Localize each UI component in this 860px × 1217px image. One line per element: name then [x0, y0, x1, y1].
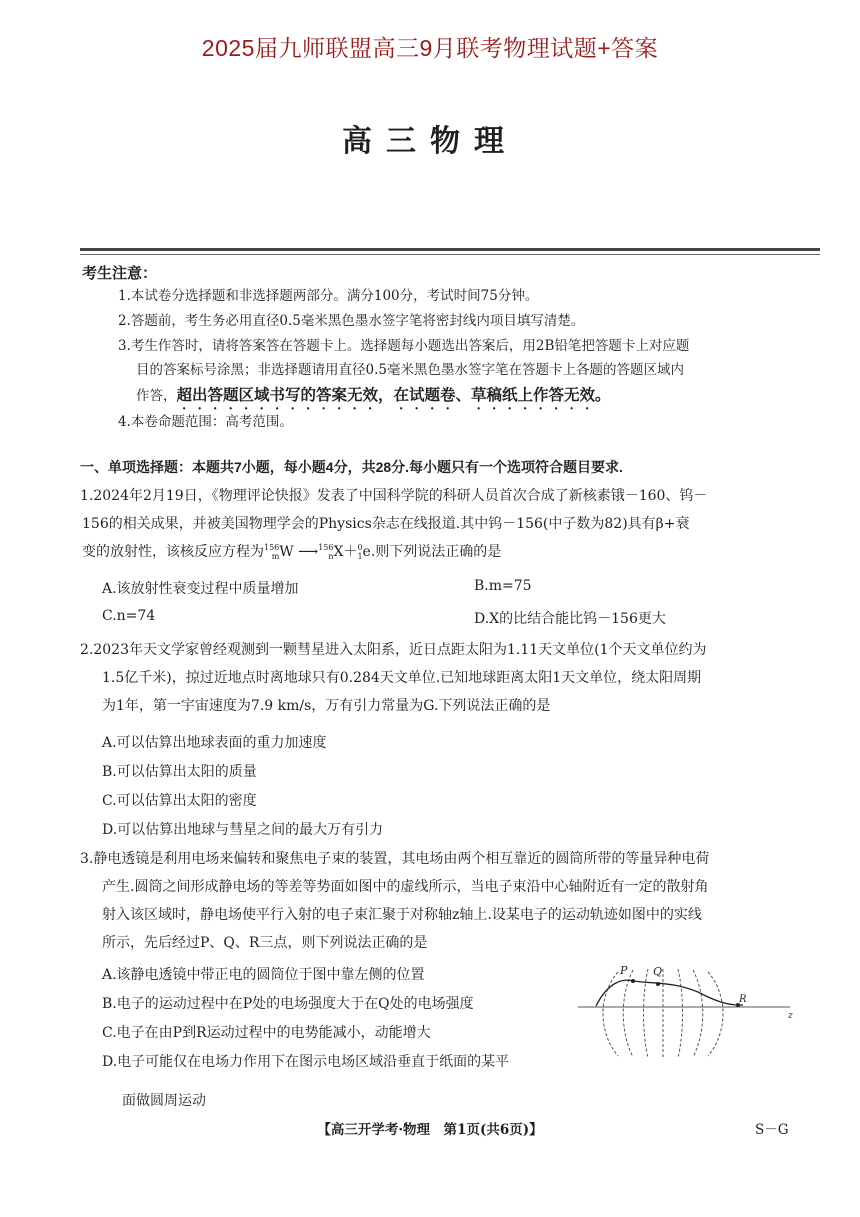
- q2-option-c: C.可以估算出太阳的密度: [102, 793, 257, 809]
- q3-option-a: A.该静电透镜中带正电的圆筒位于图中靠左侧的位置: [102, 967, 425, 983]
- q3-option-c: C.电子在由P到R运动过程中的电势能减小，动能增大: [102, 1025, 431, 1041]
- q3-line2: 产生.圆筒之间形成静电场的等差等势面如图中的虚线所示，当电子束沿中心轴附近有一定的散射角: [102, 879, 709, 895]
- notice-heading: 考生注意：: [82, 265, 158, 282]
- q1-option-a: A.该放射性衰变过程中质量增加: [102, 581, 299, 597]
- q3-option-b: B.电子的运动过程中在P处的电场强度大于在Q处的电场强度: [102, 996, 474, 1012]
- q3-option-d-line1: D.电子可能仅在电场力作用下在图示电场区域沿垂直于纸面的某平: [102, 1054, 510, 1070]
- q1-line1: 1.2024年2月19日，《物理评论快报》发表了中国科学院的科研人员首次合成了新核素锇－160、钨－: [80, 488, 708, 504]
- divider-thin: [80, 254, 820, 255]
- electrostatic-lens-figure: [578, 960, 800, 1060]
- page-footer: 【高三开学考·物理 第1页(共6页)】: [317, 1122, 543, 1138]
- notice-item-3: [118, 334, 818, 413]
- page-title: 高三物理: [342, 124, 518, 159]
- question-1: [80, 482, 820, 566]
- q2-line1: 2.2023年天文学家曾经观测到一颗彗星进入太阳系，近日点距太阳为1.11天文单位(1个天文单位约为: [80, 642, 707, 658]
- notice-item-3-line1: 3.考生作答时，请将答案答在答题卡上。选择题每小题选出答案后，用2B铅笔把答题卡上对应题: [118, 338, 690, 354]
- q3-line1: 3.静电透镜是利用电场来偏转和聚焦电子束的装置，其电场由两个相互靠近的圆筒所带的等量异种电荷: [80, 851, 710, 867]
- label-r: R: [739, 994, 747, 1005]
- q3-option-d-line2: 面做圆周运动: [122, 1093, 206, 1109]
- q2-option-d: D.可以估算出地球与彗星之间的最大万有引力: [102, 822, 384, 838]
- notice-item-4: 4.本卷命题范围：高考范围。: [118, 414, 293, 430]
- q3-line3: 射入该区域时，静电场使平行入射的电子束汇聚于对称轴z轴上.设某电子的运动轨迹如图中的实线: [102, 907, 702, 923]
- question-3: [80, 845, 820, 957]
- q2-option-b: B.可以估算出太阳的质量: [102, 764, 257, 780]
- q1-line2: 156的相关成果，并被美国物理学会的Physics杂志在线报道.其中钨－156(中子数为82)具有β+衰: [82, 516, 690, 532]
- notice-emphasis: 超出答题区域书写的答案无效，在试题卷、草稿纸上作答无效。: [176, 387, 611, 404]
- q1-option-b: B.m=75: [474, 578, 532, 594]
- label-p: P: [620, 964, 628, 977]
- q3-line4: 所示，先后经过P、Q、R三点，则下列说法正确的是: [102, 935, 428, 951]
- q2-option-a: A.可以估算出地球表面的重力加速度: [102, 735, 327, 751]
- section-heading: 一、单项选择题：本题共7小题，每小题4分，共28分.每小题只有一个选项符合题目要求.: [80, 459, 623, 475]
- paper-code: S－G: [755, 1122, 789, 1138]
- divider: [80, 248, 820, 251]
- label-z: z: [788, 1011, 793, 1021]
- question-2: [80, 636, 820, 720]
- notice-item-3-line3: 作答，: [136, 388, 177, 404]
- q1-option-d: D.X的比结合能比钨－156更大: [474, 611, 666, 627]
- q2-line3: 为1年，第一宇宙速度为7.9 km/s，万有引力常量为G.下列说法正确的是: [102, 698, 551, 714]
- notice-item-2: 2.答题前，考生务必用直径0.5毫米黑色墨水签字笔将密封线内项目填写清楚。: [118, 313, 585, 329]
- notice-item-1: 1.本试卷分选择题和非选择题两部分。满分100分，考试时间75分钟。: [118, 288, 539, 304]
- label-q: Q: [653, 965, 663, 978]
- q1-option-c: C.n=74: [102, 608, 156, 624]
- q1-line3: 变的放射性，该核反应方程为156 mW ⟶156 nX＋0 1e.则下列说法正确的是: [82, 543, 502, 561]
- notice-item-3-line2: 目的答案标号涂黑；非选择题请用直径0.5毫米黑色墨水签字笔在答题卡上各题的答题区域内: [136, 362, 684, 378]
- banner-title: 2025届九师联盟高三9月联考物理试题+答案: [201, 35, 659, 61]
- q2-line2: 1.5亿千米)，掠过近地点时离地球只有0.284天文单位.已知地球距离太阳1天文单位，绕太阳周期: [102, 670, 702, 686]
